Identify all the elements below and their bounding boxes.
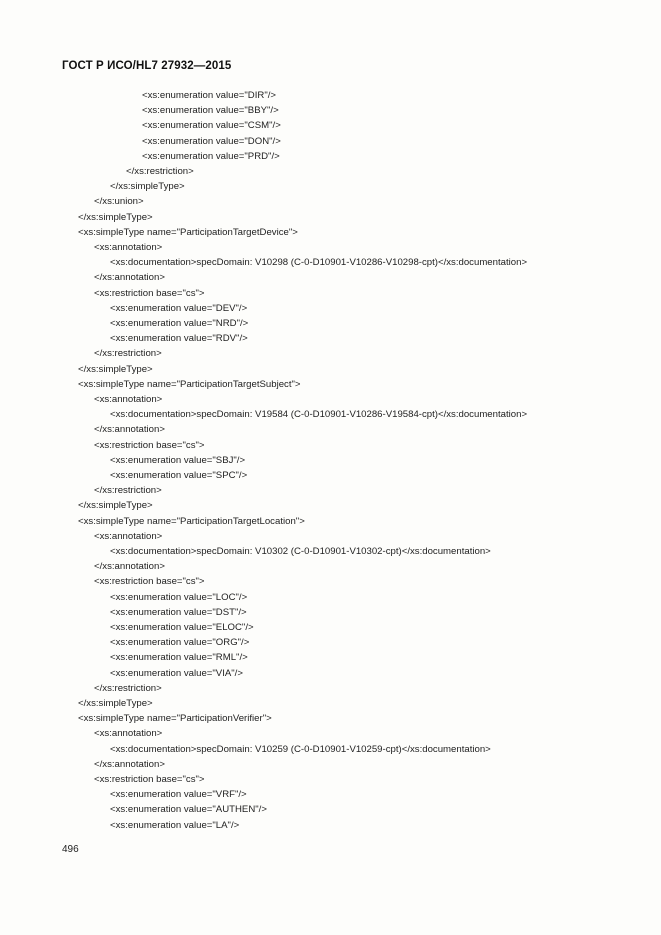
code-line: <xs:enumeration value="CSM"/>	[142, 120, 281, 132]
code-line: <xs:enumeration value="LA"/>	[110, 819, 240, 831]
code-line: <xs:enumeration value="ELOC"/>	[110, 622, 254, 633]
code-line: </xs:simpleType>	[78, 211, 153, 223]
code-line: </xs:restriction>	[94, 485, 162, 497]
code-line: </xs:union>	[94, 196, 144, 208]
code-line: </xs:annotation>	[94, 758, 165, 770]
code-line: <xs:annotation>	[94, 242, 163, 253]
code-line: <xs:simpleType name="ParticipationVerifier">	[78, 713, 272, 725]
code-line: <xs:simpleType name="ParticipationTargetSubject">	[78, 378, 301, 390]
code-line: </xs:simpleType>	[110, 181, 185, 193]
code-line: </xs:simpleType>	[78, 500, 153, 512]
code-line: <xs:restriction base="cs">	[94, 287, 205, 299]
code-line: <xs:documentation>specDomain: V10298 (C-0-D10901-V10286-V10298-cpt)</xs:documentation>	[110, 257, 528, 269]
code-line: <xs:enumeration value="ORG"/>	[110, 637, 250, 649]
code-line: </xs:restriction>	[94, 682, 162, 694]
code-line: </xs:annotation>	[94, 424, 165, 436]
code-line: <xs:restriction base="cs">	[94, 576, 205, 588]
code-line: </xs:simpleType>	[78, 698, 153, 709]
code-line: </xs:restriction>	[126, 166, 194, 177]
code-line: <xs:enumeration value="RDV"/>	[110, 333, 248, 345]
code-line: <xs:enumeration value="SPC"/>	[110, 470, 248, 481]
code-line: <xs:annotation>	[94, 394, 163, 405]
page-header: ГОСТ Р ИСО/HL7 27932—2015	[62, 60, 232, 72]
code-line: <xs:enumeration value="DON"/>	[142, 135, 281, 147]
code-line: <xs:enumeration value="DEV"/>	[110, 302, 248, 314]
code-line: <xs:enumeration value="VIA"/>	[110, 667, 243, 679]
code-line: <xs:enumeration value="LOC"/>	[110, 591, 248, 603]
code-line: <xs:restriction base="cs">	[94, 774, 205, 785]
code-line: <xs:enumeration value="PRD"/>	[142, 150, 280, 162]
code-line: <xs:enumeration value="RML"/>	[110, 652, 248, 664]
code-line: <xs:enumeration value="AUTHEN"/>	[110, 804, 267, 816]
code-line: <xs:enumeration value="DIR"/>	[142, 90, 276, 101]
code-line: </xs:restriction>	[94, 348, 162, 360]
code-line: <xs:enumeration value="DST"/>	[110, 606, 247, 618]
code-line: </xs:simpleType>	[78, 363, 153, 375]
code-line: <xs:simpleType name="ParticipationTargetLocation">	[78, 515, 305, 527]
code-line: <xs:enumeration value="NRD"/>	[110, 318, 249, 329]
code-line: <xs:simpleType name="ParticipationTargetDevice">	[78, 226, 298, 238]
code-line: <xs:annotation>	[94, 728, 163, 740]
code-line: <xs:annotation>	[94, 530, 163, 542]
code-line: </xs:annotation>	[94, 272, 165, 284]
code-line: <xs:documentation>specDomain: V10302 (C-0-D10901-V10302-cpt)</xs:documentation>	[110, 546, 491, 557]
code-line: <xs:enumeration value="BBY"/>	[142, 105, 279, 117]
code-line: <xs:enumeration value="VRF"/>	[110, 789, 247, 801]
code-line: <xs:restriction base="cs">	[94, 439, 205, 451]
code-line: <xs:documentation>specDomain: V19584 (C-0-D10901-V10286-V19584-cpt)</xs:documentation>	[110, 409, 528, 421]
code-line: </xs:annotation>	[94, 561, 165, 573]
page-number: 496	[62, 844, 79, 855]
code-line: <xs:enumeration value="SBJ"/>	[110, 454, 246, 466]
code-line: <xs:documentation>specDomain: V10259 (C-0-D10901-V10259-cpt)</xs:documentation>	[110, 743, 491, 755]
